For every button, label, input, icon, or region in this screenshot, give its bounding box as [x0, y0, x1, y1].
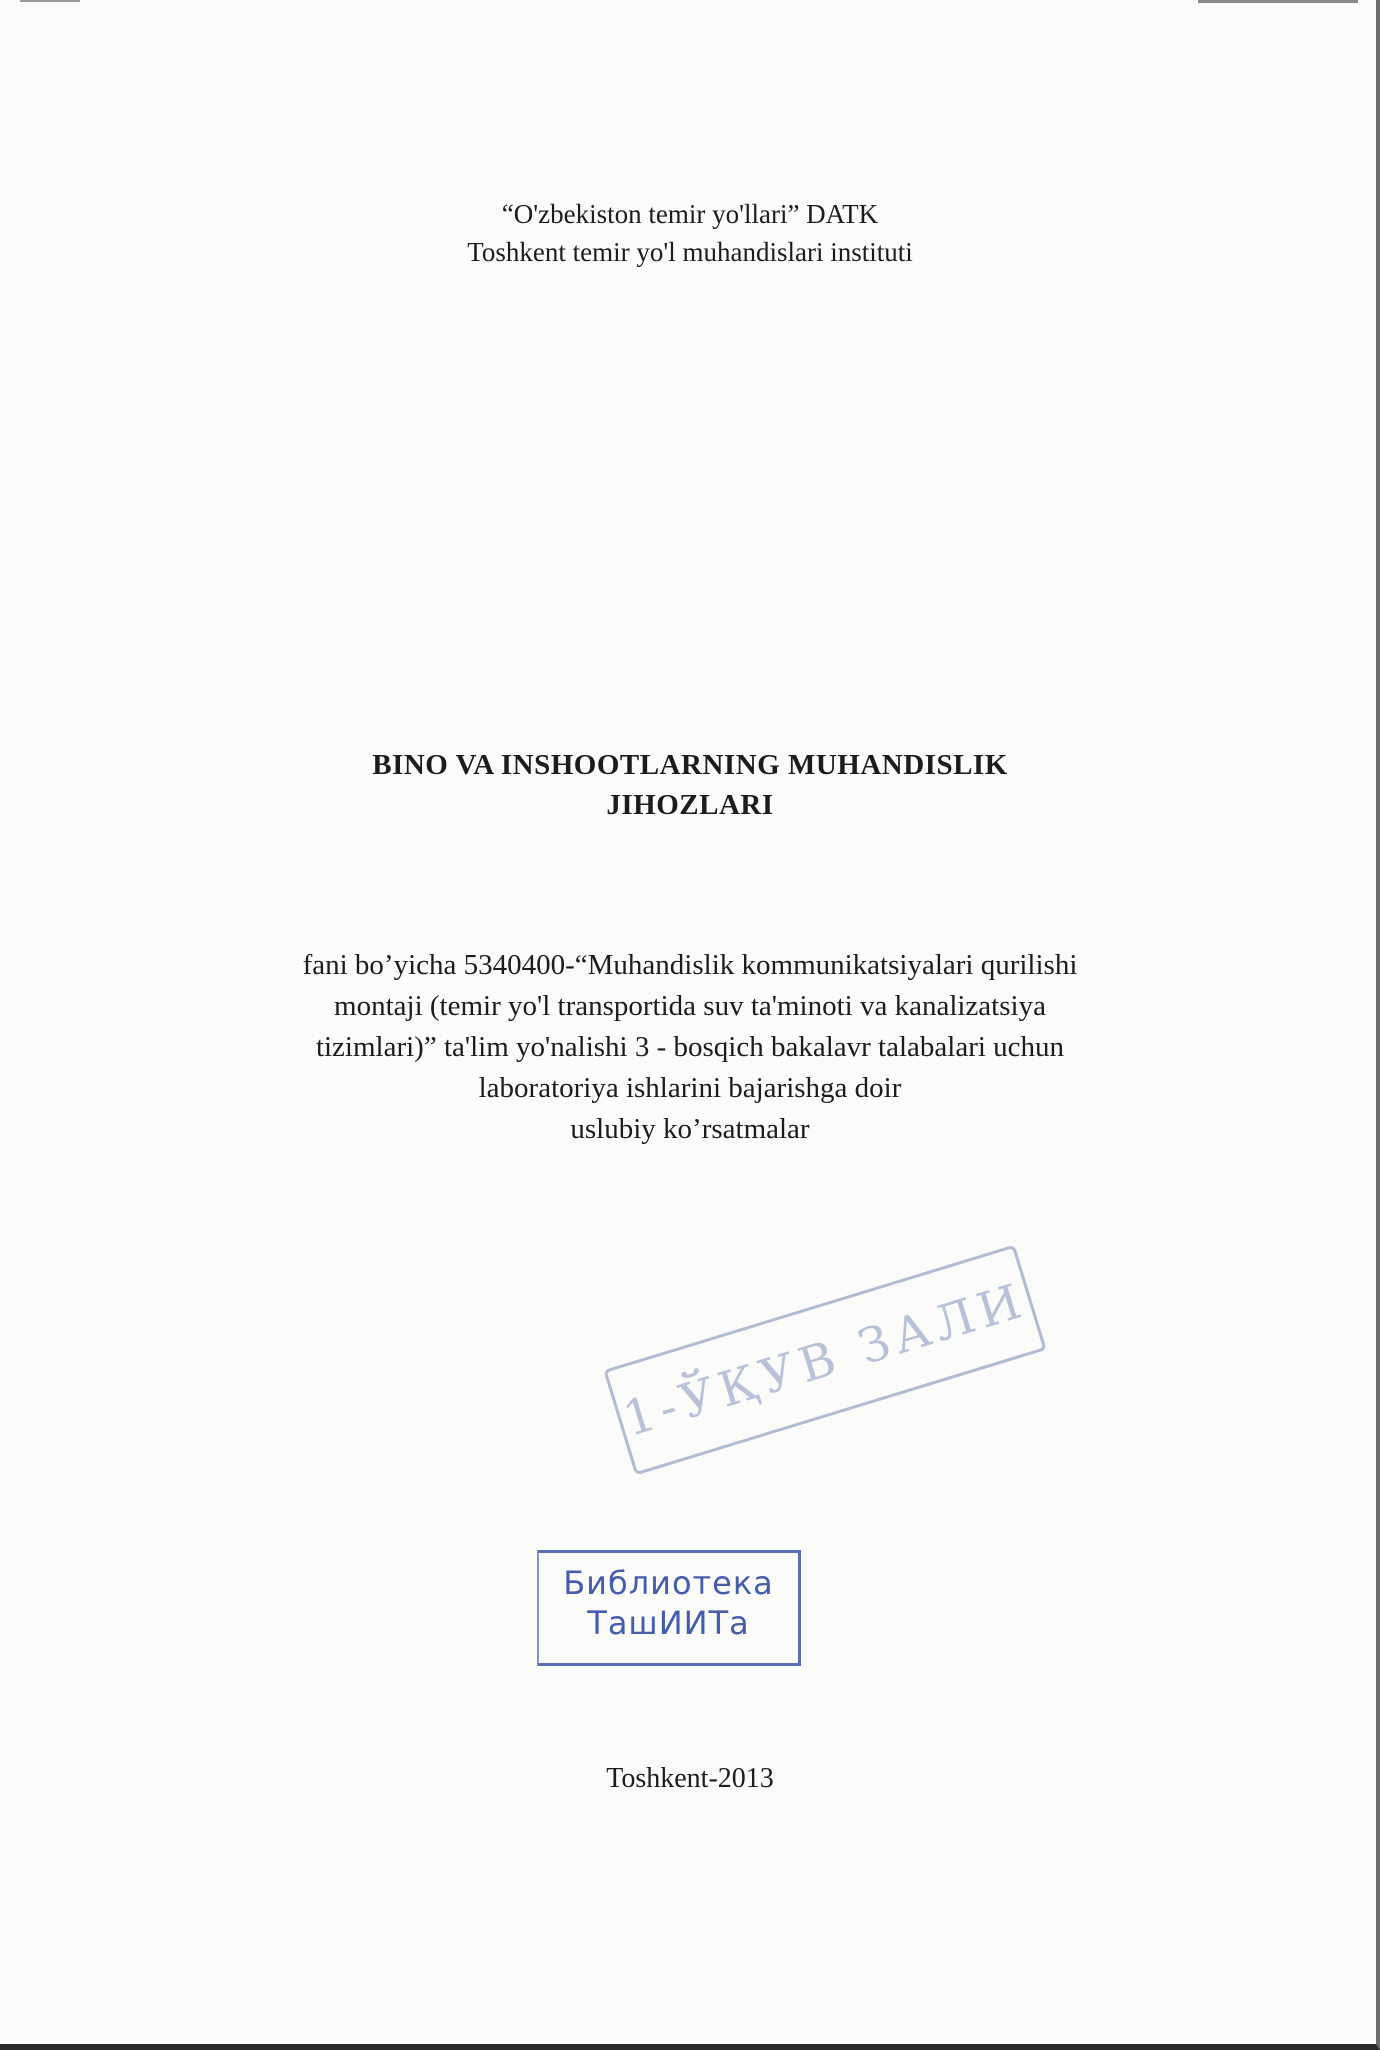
subtitle-line-2: montaji (temir yo'l transportida suv ta'minoti va kanalizatsiya	[334, 990, 1046, 1022]
institution-header	[0, 195, 1380, 271]
library-stamp-line-1: Библиотека	[563, 1564, 774, 1602]
subtitle-line-5: uslubiy ko’rsatmalar	[570, 1113, 810, 1145]
publication-place-year	[0, 1760, 1380, 1798]
document-subtitle	[0, 945, 1380, 1150]
subtitle-line-4: laboratoriya ishlarini bajarishga doir	[478, 1072, 902, 1104]
title-line-1: BINO VA INSHOOTLARNING MUHANDISLIK	[372, 749, 1008, 781]
library-stamp-line-2: ТашИИТа	[587, 1604, 750, 1642]
city-year: Toshkent-2013	[606, 1763, 774, 1794]
title-line-2: JIHOZLARI	[606, 789, 774, 821]
institute-name: Toshkent temir yo'l muhandislari instituti	[467, 237, 913, 267]
organization-name: “O'zbekiston temir yo'llari” DATK	[501, 199, 879, 229]
scan-edge-mark	[1198, 0, 1358, 3]
subtitle-line-3: tizimlari)” ta'lim yo'nalishi 3 - bosqich bakalavr talabalari uchun	[315, 1031, 1065, 1063]
subtitle-line-1: fani bo’yicha 5340400-“Muhandislik kommunikatsiyalari qurilishi	[302, 949, 1078, 981]
scan-edge-mark	[20, 0, 80, 2]
document-title	[0, 745, 1380, 825]
reading-hall-stamp	[603, 1245, 1046, 1476]
reading-hall-stamp-text: 1-ЎҚУВ ЗАЛИ	[616, 1272, 1034, 1448]
library-stamp	[537, 1550, 801, 1666]
